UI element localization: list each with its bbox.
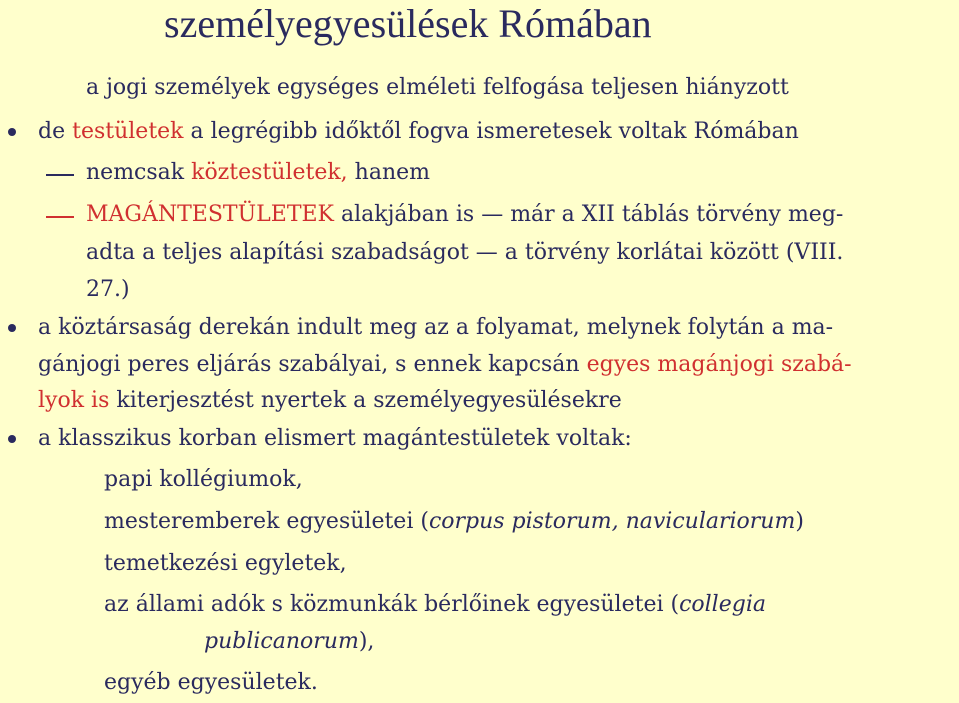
bullet-2-line-2-pre: gánjogi peres eljárás szabályai, s ennek kapcsán: [38, 352, 587, 377]
list-item-4-pre: az állami adók s közmunkák bérlőinek egyesületei (: [104, 592, 680, 617]
slide-title: személyegyesülések Rómában: [164, 1, 652, 46]
list-item-4-italic-1: collegia: [679, 592, 766, 617]
dash-1-pre: nemcsak: [86, 160, 192, 185]
list-item-2: [104, 509, 804, 535]
bullet-1-post: a legrégibb időktől fogva ismeretesek voltak Rómában: [183, 119, 799, 144]
bullet-3-line: a klasszikus korban elismert magántestületek voltak:: [38, 426, 632, 451]
list-item-2-pre: mesteremberek egyesületei (: [104, 509, 429, 534]
dash-2-line-2: adta a teljes alapítási szabadságot — a törvény korlátai között (VIII.: [86, 240, 844, 265]
list-item-4-line-2: [204, 629, 374, 655]
list-item-1: papi kollégiumok,: [104, 467, 303, 492]
bullet-2-line-2: [38, 352, 852, 378]
dash-2-highlight: MAGÁNTESTÜLETEK: [86, 202, 334, 227]
intro-line: [86, 75, 789, 101]
dash-2-line-1: [86, 202, 843, 228]
list-item-4-line-1: [104, 592, 766, 618]
list-item-2-post: ): [795, 509, 804, 534]
bullet-2-line-1: a köztársaság derekán indult meg az a folyamat, melynek folytán a ma-: [38, 315, 834, 340]
list-item-3: temetkezési egyletek,: [104, 551, 347, 576]
dash-1-post: hanem: [347, 160, 431, 185]
bullet-2-line-3-highlight: lyok is: [38, 388, 110, 413]
dash-2-line-3: 27.): [86, 277, 130, 302]
list-item-4-post: ),: [358, 629, 375, 654]
bullet-2-line-2-highlight: egyes magánjogi szabá-: [586, 352, 852, 377]
list-item-2-italic: corpus pistorum, naviculariorum: [428, 509, 796, 534]
bullet-1-highlight: testületek: [72, 119, 184, 144]
bullet-2-line-3: [38, 388, 622, 414]
bullet-3-marker: [8, 435, 16, 443]
bullet-1-line: [38, 119, 799, 145]
bullet-2-line-3-post: kiterjesztést nyertek a személyegyesülésekre: [109, 388, 622, 413]
list-item-4-italic-2: publicanorum: [204, 629, 359, 654]
list-item-5: egyéb egyesületek.: [104, 670, 318, 695]
dash-2-line-1-post: alakjában is — már a XII táblás törvény meg-: [333, 202, 844, 227]
dash-1-marker: [46, 174, 74, 176]
intro-text: a jogi személyek egységes elméleti felfogása teljesen hiányzott: [86, 75, 789, 100]
bullet-2-marker: [8, 324, 16, 332]
dash-1-line: [86, 160, 430, 186]
dash-1-highlight: köztestületek,: [191, 160, 348, 185]
bullet-1-marker: [8, 128, 16, 136]
dash-2-marker: [46, 216, 74, 218]
bullet-1-pre: de: [38, 119, 73, 144]
